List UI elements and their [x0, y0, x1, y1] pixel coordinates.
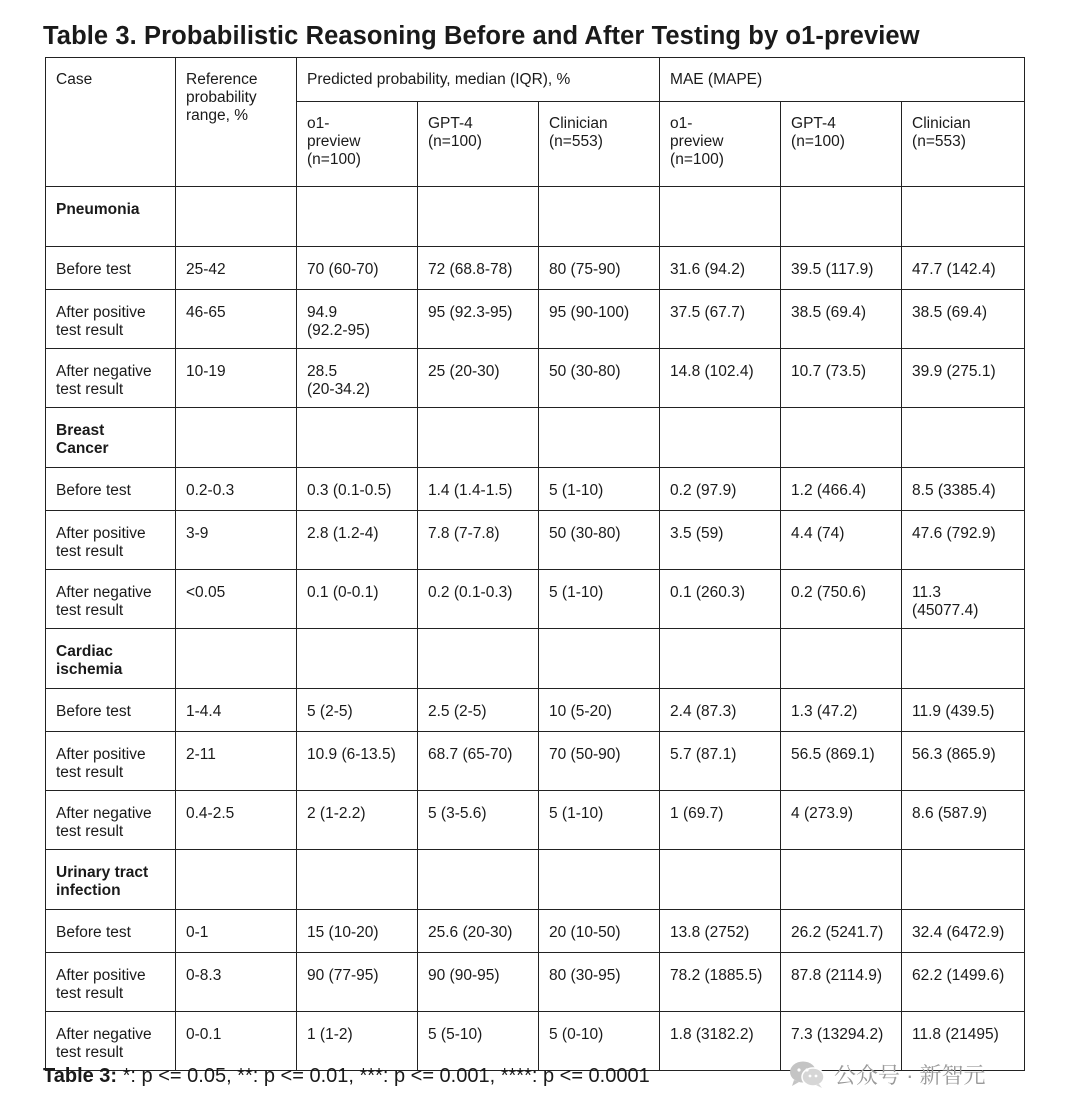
table-cell: 5 (0-10)	[539, 1012, 660, 1071]
header-mae-clinician: Clinician (n=553)	[902, 102, 1025, 187]
table-cell: 87.8 (2114.9)	[781, 953, 902, 1012]
table-cell: 1 (1-2)	[297, 1012, 418, 1071]
table-cell: 5 (1-10)	[539, 468, 660, 511]
row-label: After positive test result	[46, 290, 176, 349]
section-label: Urinary tract infection	[46, 850, 176, 910]
row-label: After negative test result	[46, 349, 176, 408]
table-row	[46, 732, 1025, 791]
table-cell: 62.2 (1499.6)	[902, 953, 1025, 1012]
table-cell: 28.5 (20-34.2)	[297, 349, 418, 408]
header-mae-group: MAE (MAPE)	[660, 58, 1025, 102]
table-cell: 95 (92.3-95)	[418, 290, 539, 349]
table-cell: 26.2 (5241.7)	[781, 910, 902, 953]
row-label: Before test	[46, 689, 176, 732]
header-pred-o1-preview: o1- preview (n=100)	[297, 102, 418, 187]
table-cell: 5 (2-5)	[297, 689, 418, 732]
table-row	[46, 910, 1025, 953]
empty-cell	[781, 408, 902, 468]
table-cell: 1 (69.7)	[660, 791, 781, 850]
table-cell: 0.1 (0-0.1)	[297, 570, 418, 629]
header-mae-gpt4: GPT-4 (n=100)	[781, 102, 902, 187]
table-cell: 2.8 (1.2-4)	[297, 511, 418, 570]
table-cell: 56.3 (865.9)	[902, 732, 1025, 791]
results-table	[45, 57, 1025, 1071]
empty-cell	[418, 408, 539, 468]
table-cell: 50 (30-80)	[539, 349, 660, 408]
row-label: Before test	[46, 247, 176, 290]
row-label: After positive test result	[46, 511, 176, 570]
table-cell: 0.2 (750.6)	[781, 570, 902, 629]
empty-cell	[781, 850, 902, 910]
table-row	[46, 349, 1025, 408]
table-cell: 39.5 (117.9)	[781, 247, 902, 290]
header-mae-o1-preview: o1- preview (n=100)	[660, 102, 781, 187]
table-cell: 56.5 (869.1)	[781, 732, 902, 791]
table-footnote	[43, 1065, 650, 1088]
empty-cell	[660, 187, 781, 247]
table-cell: 0.2 (0.1-0.3)	[418, 570, 539, 629]
empty-cell	[418, 850, 539, 910]
table-cell: 46-65	[176, 290, 297, 349]
table-cell: 8.6 (587.9)	[902, 791, 1025, 850]
table-cell: 38.5 (69.4)	[902, 290, 1025, 349]
table-cell: 0.3 (0.1-0.5)	[297, 468, 418, 511]
table-cell: 90 (90-95)	[418, 953, 539, 1012]
table-cell: 15 (10-20)	[297, 910, 418, 953]
table-cell: 3.5 (59)	[660, 511, 781, 570]
table-cell: 37.5 (67.7)	[660, 290, 781, 349]
table-cell: 0-0.1	[176, 1012, 297, 1071]
header-pred-clinician: Clinician (n=553)	[539, 102, 660, 187]
row-label: After positive test result	[46, 732, 176, 791]
empty-cell	[539, 408, 660, 468]
section-label: Pneumonia	[46, 187, 176, 247]
table-cell: 25 (20-30)	[418, 349, 539, 408]
empty-cell	[902, 408, 1025, 468]
section-label: Breast Cancer	[46, 408, 176, 468]
header-case: Case	[46, 58, 176, 187]
table-cell: 1.3 (47.2)	[781, 689, 902, 732]
empty-cell	[781, 629, 902, 689]
empty-cell	[902, 850, 1025, 910]
table-cell: 10.9 (6-13.5)	[297, 732, 418, 791]
table-row	[46, 247, 1025, 290]
empty-cell	[176, 850, 297, 910]
row-label: After negative test result	[46, 570, 176, 629]
table-cell: 1-4.4	[176, 689, 297, 732]
table-cell: 2-11	[176, 732, 297, 791]
empty-cell	[418, 187, 539, 247]
table-cell: 0.2-0.3	[176, 468, 297, 511]
table-cell: 0.4-2.5	[176, 791, 297, 850]
table-cell: 2.5 (2-5)	[418, 689, 539, 732]
table-cell: 94.9 (92.2-95)	[297, 290, 418, 349]
table-row	[46, 953, 1025, 1012]
header-pred-gpt4: GPT-4 (n=100)	[418, 102, 539, 187]
section-label: Cardiac ischemia	[46, 629, 176, 689]
empty-cell	[781, 187, 902, 247]
empty-cell	[176, 408, 297, 468]
empty-cell	[176, 629, 297, 689]
table-cell: 47.6 (792.9)	[902, 511, 1025, 570]
table-cell: 1.4 (1.4-1.5)	[418, 468, 539, 511]
section-row	[46, 187, 1025, 247]
table-cell: 14.8 (102.4)	[660, 349, 781, 408]
table-cell: 80 (75-90)	[539, 247, 660, 290]
row-label: After negative test result	[46, 1012, 176, 1071]
empty-cell	[539, 187, 660, 247]
section-row	[46, 629, 1025, 689]
table-cell: 47.7 (142.4)	[902, 247, 1025, 290]
table-cell: 13.8 (2752)	[660, 910, 781, 953]
table-row	[46, 468, 1025, 511]
section-row	[46, 408, 1025, 468]
table-cell: 10.7 (73.5)	[781, 349, 902, 408]
table-cell: 5 (5-10)	[418, 1012, 539, 1071]
empty-cell	[297, 408, 418, 468]
table-cell: 5 (3-5.6)	[418, 791, 539, 850]
table-cell: 8.5 (3385.4)	[902, 468, 1025, 511]
table-cell: 3-9	[176, 511, 297, 570]
empty-cell	[297, 629, 418, 689]
empty-cell	[660, 629, 781, 689]
empty-cell	[418, 629, 539, 689]
table-cell: 39.9 (275.1)	[902, 349, 1025, 408]
table-cell: 0-8.3	[176, 953, 297, 1012]
table-cell: 11.9 (439.5)	[902, 689, 1025, 732]
watermark-text: 公众号 · 新智元	[834, 1062, 986, 1088]
wechat-icon	[788, 1059, 826, 1089]
table-cell: 25-42	[176, 247, 297, 290]
row-label: Before test	[46, 910, 176, 953]
table-cell: 90 (77-95)	[297, 953, 418, 1012]
footnote-text: *: p <= 0.05, **: p <= 0.01, ***: p <= 0.001, ****: p <= 0.0001	[117, 1065, 650, 1087]
table-cell: 5 (1-10)	[539, 791, 660, 850]
table-cell: 2 (1-2.2)	[297, 791, 418, 850]
empty-cell	[176, 187, 297, 247]
table-cell: 11.8 (21495)	[902, 1012, 1025, 1071]
table-cell: 4 (273.9)	[781, 791, 902, 850]
table-cell: 10 (5-20)	[539, 689, 660, 732]
header-reference-range: Reference probability range, %	[176, 58, 297, 187]
table-cell: 25.6 (20-30)	[418, 910, 539, 953]
table-row	[46, 570, 1025, 629]
table-cell: 4.4 (74)	[781, 511, 902, 570]
header-predicted-group: Predicted probability, median (IQR), %	[297, 58, 660, 102]
table-cell: 50 (30-80)	[539, 511, 660, 570]
table-cell: 5 (1-10)	[539, 570, 660, 629]
table-cell: 0.2 (97.9)	[660, 468, 781, 511]
row-label: After negative test result	[46, 791, 176, 850]
empty-cell	[539, 629, 660, 689]
table-cell: 7.3 (13294.2)	[781, 1012, 902, 1071]
table-cell: 2.4 (87.3)	[660, 689, 781, 732]
empty-cell	[297, 850, 418, 910]
table-cell: 80 (30-95)	[539, 953, 660, 1012]
table-row	[46, 689, 1025, 732]
empty-cell	[902, 629, 1025, 689]
table-row	[46, 290, 1025, 349]
table-cell: 70 (60-70)	[297, 247, 418, 290]
row-label: After positive test result	[46, 953, 176, 1012]
table-cell: 0-1	[176, 910, 297, 953]
table-cell: 20 (10-50)	[539, 910, 660, 953]
table-cell: 95 (90-100)	[539, 290, 660, 349]
footnote-label: Table 3:	[43, 1065, 118, 1087]
empty-cell	[660, 850, 781, 910]
table-cell: 72 (68.8-78)	[418, 247, 539, 290]
table-cell: 1.2 (466.4)	[781, 468, 902, 511]
table-cell: 7.8 (7-7.8)	[418, 511, 539, 570]
table-cell: 5.7 (87.1)	[660, 732, 781, 791]
empty-cell	[660, 408, 781, 468]
table-row	[46, 791, 1025, 850]
row-label: Before test	[46, 468, 176, 511]
table-title: Table 3. Probabilistic Reasoning Before and After Testing by o1-preview	[43, 22, 920, 50]
empty-cell	[539, 850, 660, 910]
table-cell: 70 (50-90)	[539, 732, 660, 791]
table-cell: 32.4 (6472.9)	[902, 910, 1025, 953]
empty-cell	[297, 187, 418, 247]
table-cell: 31.6 (94.2)	[660, 247, 781, 290]
table-cell: 78.2 (1885.5)	[660, 953, 781, 1012]
table-cell: 38.5 (69.4)	[781, 290, 902, 349]
section-row	[46, 850, 1025, 910]
empty-cell	[902, 187, 1025, 247]
table-row	[46, 511, 1025, 570]
table-cell: 11.3 (45077.4)	[902, 570, 1025, 629]
watermark	[788, 1058, 986, 1090]
table-cell: 1.8 (3182.2)	[660, 1012, 781, 1071]
table-cell: <0.05	[176, 570, 297, 629]
table-cell: 10-19	[176, 349, 297, 408]
table-cell: 0.1 (260.3)	[660, 570, 781, 629]
table-cell: 68.7 (65-70)	[418, 732, 539, 791]
